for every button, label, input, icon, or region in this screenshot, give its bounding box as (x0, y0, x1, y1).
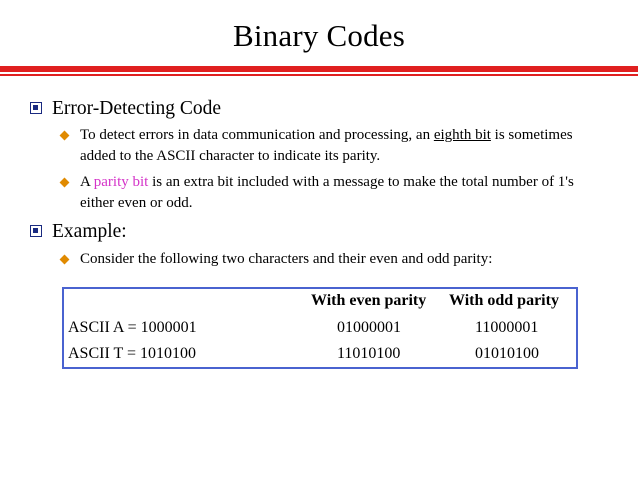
table-cell-odd: 01010100 (475, 345, 539, 362)
sub-bullet-text-post: is an extra bit included with a message to make the total number of 1's either even or odd. (80, 174, 574, 211)
diamond-bullet-icon (60, 255, 70, 265)
eighth-bit-underlined: eighth bit (433, 127, 491, 143)
sub-bullet-text-pre: To detect errors in data communication and processing, an (80, 127, 434, 143)
title-rule (0, 66, 638, 77)
table-header-odd: With odd parity (449, 292, 559, 309)
title-rule-thin (0, 74, 638, 76)
table-row-label: ASCII T = 1010100 (68, 345, 196, 362)
table-header-even: With even parity (311, 292, 427, 309)
sub-bullet-text: Consider the following two characters and their even and odd parity: (80, 251, 493, 267)
parity-bit-highlight: parity bit (93, 174, 149, 190)
bullet-heading: Example: (52, 221, 127, 242)
table-cell-even: 11010100 (337, 345, 401, 362)
square-bullet-icon (30, 225, 42, 237)
parity-table (62, 287, 578, 369)
table-cell-odd: 11000001 (475, 319, 539, 336)
table-cell-even: 01000001 (337, 319, 401, 336)
table-row-label: ASCII A = 1000001 (68, 319, 197, 336)
sub-bullet-text (80, 172, 600, 214)
slide-title: Binary Codes (232, 18, 406, 53)
square-bullet-icon (30, 102, 42, 114)
sub-bullet-text-post: is sometimes added to the ASCII character to indicate its parity. (80, 127, 573, 164)
sub-bullet-text (80, 125, 600, 167)
sub-bullet-text-pre: A (80, 174, 94, 190)
title-rule-thick (0, 66, 638, 72)
diamond-bullet-icon (60, 178, 70, 188)
bullet-heading: Error-Detecting Code (52, 98, 222, 119)
diamond-bullet-icon (60, 131, 70, 141)
